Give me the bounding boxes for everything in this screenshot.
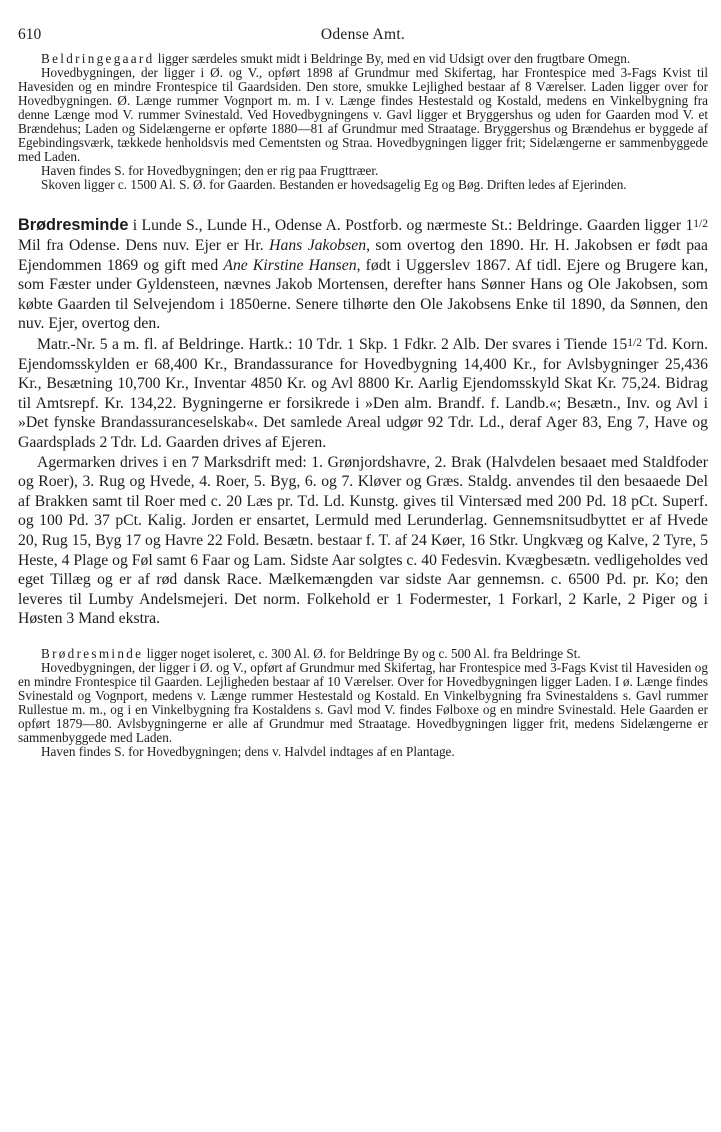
- paragraph: [18, 647, 708, 661]
- owner-name: Hans Jakobsen: [269, 237, 367, 255]
- paragraph: [18, 334, 708, 453]
- paragraph: [18, 52, 708, 66]
- beldringegaard-description: [18, 52, 708, 192]
- paragraph: Agermarken drives i en 7 Marksdrift med: 1. Grønjordshavre, 2. Brak (Halvdelen besaaet med Staldfoder og Roer), 3. Rug og Hvede, 4. Roer, 5. Byg, 6. og 7. Kløver og Græs. Staldg. anvendes til den besaaede Del af Brakken samt til Roer med c. 20 Læs pr. Td. Ld. Kunstg. gives til Vintersæd med 200 Pd. 18 pCt. Superf. og 100 Pd. 37 pCt. Kalig. Jorden er ensartet, Lermuld med Lerunderlag. Gennemsnitsudbyttet er af Hvede 20, Rug 15, Byg 17 og Havre 22 Fold. Besætn. bestaar f. T. af 24 Køer, 16 Stkr. Ungkvæg og Kalve, 2 Tyre, 5 Heste, 4 Plage og Føl samt 6 Faar og Lam. Sidste Aar solgtes c. 40 Fedesvin. Kvægbesætn. vedligeholdes ved eget Tillæg og er af rød dansk Race. Mælkemængden var sidste Aar gennemsn. c. 6500 Pd. pr. Ko; den leveres til Lumby Andelsmejeri. Det norm. Folkehold er 1 Fodermester, 1 Forkarl, 2 Karle, 2 Piger og i Høsten 3 Mand ekstra.: [18, 453, 708, 628]
- paragraph: Hovedbygningen, der ligger i Ø. og V., opført af Grundmur med Skifertag, har Frontespice med 3-Fags Kvist til Havesiden og en mindre Frontespice til Gaarden. Lejligheden bestaar af 10 Værelser. Over for Hovedbygningen ligger Laden. I ø. Længe findes Svinestald og Vognport, medens v. Længe rummer Hestestald og Kostald. En Vinkelbygning fra Svinestaldens s. Gavl rummer Rullestue m. m., og i en Vinkelbygning fra Kostaldens s. Gavl mod V. findes Følboxe og en mindre Svinestald. Hele Gaarden er opført 1879—80. Avlsbygningerne er alle af Grundmur med Straatage. Hovedbygningen ligger frit, medens Sidelængerne er sammenbyggede med Laden.: [18, 659, 708, 746]
- text: i Lunde S., Lunde H., Odense A. Postforb. og nærmeste St.: Beldringe. Gaarden ligger 1: [128, 217, 694, 235]
- page: [18, 0, 708, 759]
- paragraph: Haven findes S. for Hovedbygningen; den er rig paa Frugttræer.: [41, 163, 379, 179]
- paragraph: [18, 215, 708, 334]
- spacer: [18, 629, 708, 647]
- running-title: Odense Amt.: [320, 26, 406, 43]
- text: ligger særdeles smukt midt i Beldringe By, med en vid Udsigt over den frugtbare Omegn.: [154, 51, 631, 66]
- fraction: 1/2: [693, 218, 708, 231]
- text: Mil fra Odense. Dens nuv. Ejer er Hr.: [18, 237, 270, 255]
- farm-name: Beldringegaard: [41, 51, 155, 66]
- text: , født i Uggerslev 1867. Af tidl. Ejere og Brugere kan, som Fæster under Gyldensteen, nævnes Jakob Mortensen, derefter hans Sønner Hans og Ole Jakobsen, som købte Gaarden til Selvejendom i 1850erne. Senere tilhørte den Ole Jakobsens Enke til 1890, da Sønnen, den nuv. Ejer, overtog den.: [18, 256, 708, 333]
- text: Td. Korn. Ejendomsskylden er 68,400 Kr., Brandassurance for Hovedbygning 14,400 Kr., for Avlsbygninger 25,436 Kr., Besætning 10,700 Kr., Inventar 4850 Kr. og Avl 8800 Kr. Aarlig Ejendomsskyld Skat Kr. 75,24. Bidrag til Amtsrepf. Kr. 134,22. Bygningerne er forsikrede i »Den alm. Brandf. f. Landb.«; Besætn., Inv. og Avl i »Det fynske Brandassuranceselskab«. Det samlede Areal udgør 92 Tdr. Ld., deraf Ager 83, Eng 7, Have og Gaardsplads 2 Tdr. Ld. Gaarden drives af Ejeren.: [18, 336, 708, 451]
- entry-title: Brødresminde: [18, 216, 129, 235]
- text: Matr.-Nr. 5 a m. fl. af Beldringe. Hartk.: 10 Tdr. 1 Skp. 1 Fdkr. 2 Alb. Der svares i Tiende 15: [37, 336, 628, 354]
- fraction: 1/2: [627, 337, 642, 350]
- text: ligger noget isoleret, c. 300 Al. Ø. for Beldringe By og c. 500 Al. fra Beldringe St.: [143, 645, 581, 661]
- paragraph: Hovedbygningen, der ligger i Ø. og V., opført 1898 af Grundmur med Skifertag, har Frontespice med 3-Fags Kvist til Havesiden og en mindre Frontespice til Gaardsiden. Den store, smukke Lejlighed bestaar af 8 Værelser. Laden ligger over for Hovedbygningen. Ø. Længe rummer Vognport m. m. I v. Længe findes Hestestald og Kostald, medens en Vinkelbygning fra denne Længe mod V. rummer Svinestald. Ved Hovedbygningens v. Gavl ligger et Bryggershus og uden for Gaarden mod V. et Brændehus; Laden og Sidelængerne er opførte 1880—81 af Grundmur med Straatage. Bryggershus og Brændehus er byggede af Egebindingsværk, tækkede henholdsvis med Cementsten og Straa. Hovedbygningen ligger frit; Sidelængerne er sammenbyggede med Laden.: [18, 65, 708, 165]
- brodresminde-entry: [18, 215, 708, 628]
- paragraph: Skoven ligger c. 1500 Al. S. Ø. for Gaarden. Bestanden er hovedsagelig Eg og Bøg. Driften ledes af Ejerinden.: [41, 177, 627, 193]
- page-number: 610: [18, 26, 42, 43]
- brodresminde-description: [18, 647, 708, 759]
- paragraph: Haven findes S. for Hovedbygningen; dens v. Halvdel indtages af en Plantage.: [41, 744, 455, 760]
- farm-name: Brødresminde: [41, 645, 144, 661]
- page-header: [18, 0, 708, 52]
- text: , som overtog den 1890. Hr. H. Jakobsen er født paa Ejendommen 1869 og gift med: [18, 237, 708, 274]
- wife-name: Ane Kirstine Hansen: [223, 256, 357, 274]
